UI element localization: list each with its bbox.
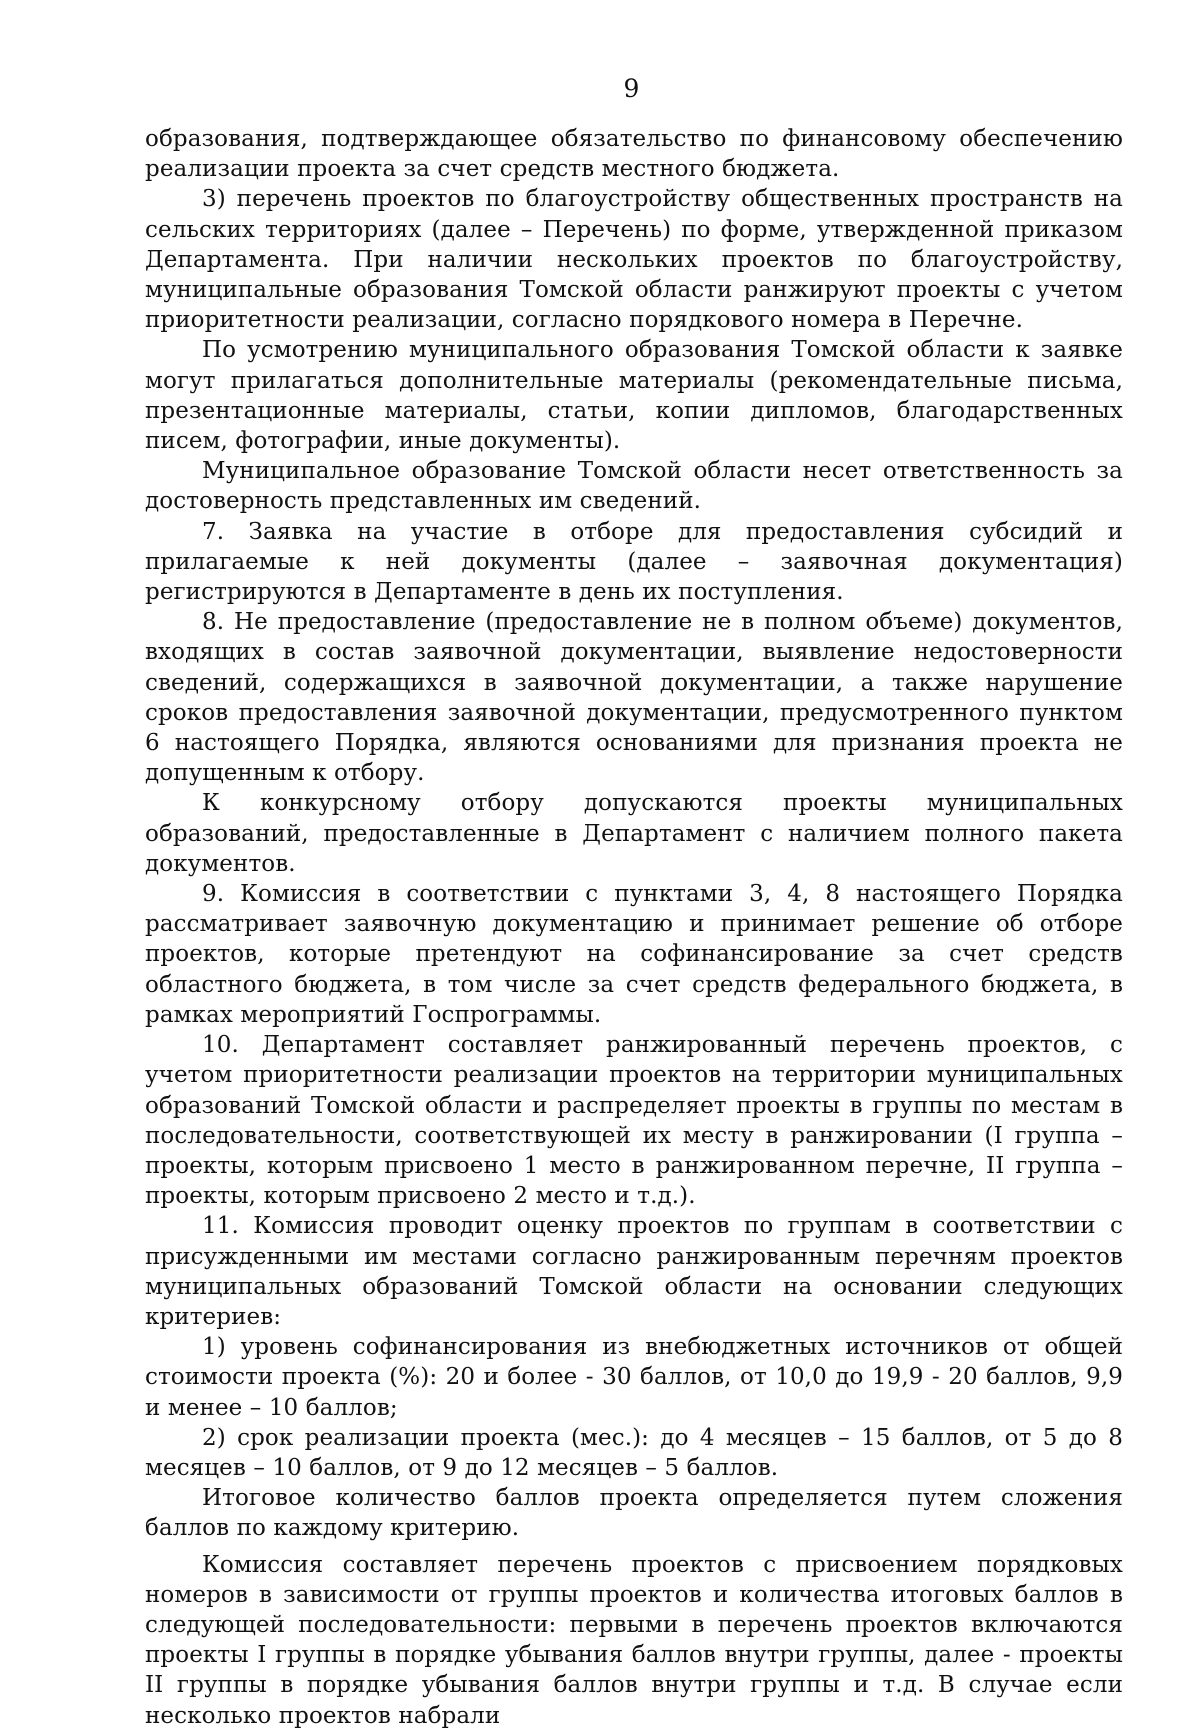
page-number: 9 [623,74,640,103]
paragraph: образования, подтверждающее обязательство по финансовому обеспечению реализации проекта за счет средств местного бюджета. [145,126,1123,183]
paragraph: 11. Комиссия проводит оценку проектов по группам в соответствии с присужденными им местами согласно ранжированным перечням проектов муниципальных образований Томской области на основании следующих критериев: [145,1213,1123,1330]
paragraph: Муниципальное образование Томской области несет ответственность за достоверность представленных им сведений. [145,458,1123,515]
paragraph: 10. Департамент составляет ранжированный перечень проектов, с учетом приоритетности реализации проектов на территории муниципальных образований Томской области и распределяет проекты в группы по местам в последовательности, соответствующей их месту в ранжировании (I группа – проекты, которым присвоено 1 место в ранжированном перечне, II группа – проекты, которым присвоено 2 место и т.д.). [145,1032,1123,1210]
paragraph: К конкурсному отбору допускаются проекты муниципальных образований, предоставленные в Департамент с наличием полного пакета документов. [145,790,1123,877]
paragraph: По усмотрению муниципального образования Томской области к заявке могут прилагаться дополнительные материалы (рекомендательные письма, презентационные материалы, статьи, копии дипломов, благодарственных писем, фотографии, иные документы). [145,337,1123,455]
document-body [145,124,1123,1731]
paragraph: 9. Комиссия в соответствии с пунктами 3, 4, 8 настоящего Порядка рассматривает заявочную документацию и принимает решение об отборе проектов, которые претендуют на софинансирование за счет средств областного бюджета, в том числе за счет средств федерального бюджета, в рамках мероприятий Госпрограммы. [145,881,1123,1028]
paragraph: Комиссия составляет перечень проектов с присвоением порядковых номеров в зависимости от группы проектов и количества итоговых баллов в следующей последовательности: первыми в перечень проектов включаются проекты I группы в порядке убывания баллов внутри группы, далее - проекты II группы в порядке убывания баллов внутри группы и т.д. В случае если несколько проектов набрали [145,1551,1123,1729]
paragraph: 1) уровень софинансирования из внебюджетных источников от общей стоимости проекта (%): 20 и более - 30 баллов, от 10,0 до 19,9 - 20 баллов, 9,9 и менее – 10 баллов; [145,1334,1123,1421]
paragraph: 3) перечень проектов по благоустройству общественных пространств на сельских территориях (далее – Перечень) по форме, утвержденной приказом Департамента. При наличии нескольких проектов по благоустройству, муниципальные образования Томской области ранжируют проекты с учетом приоритетности реализации, согласно порядкового номера в Перечне. [145,186,1123,334]
paragraph: Итоговое количество баллов проекта определяется путем сложения баллов по каждому критерию. [145,1485,1123,1542]
paragraph: 2) срок реализации проекта (мес.): до 4 месяцев – 15 баллов, от 5 до 8 месяцев – 10 баллов, от 9 до 12 месяцев – 5 баллов. [145,1424,1123,1481]
paragraph: 8. Не предоставление (предоставление не в полном объеме) документов, входящих в состав заявочной документации, выявление недостоверности сведений, содержащихся в заявочной документации, а также нарушение сроков предоставления заявочной документации, предусмотренного пунктом 6 настоящего Порядка, являются основаниями для признания проекта не допущенным к отбору. [145,609,1123,787]
paragraph: 7. Заявка на участие в отборе для предоставления субсидий и прилагаемые к ней документы (далее – заявочная документация) регистрируются в Департаменте в день их поступления. [145,518,1123,606]
